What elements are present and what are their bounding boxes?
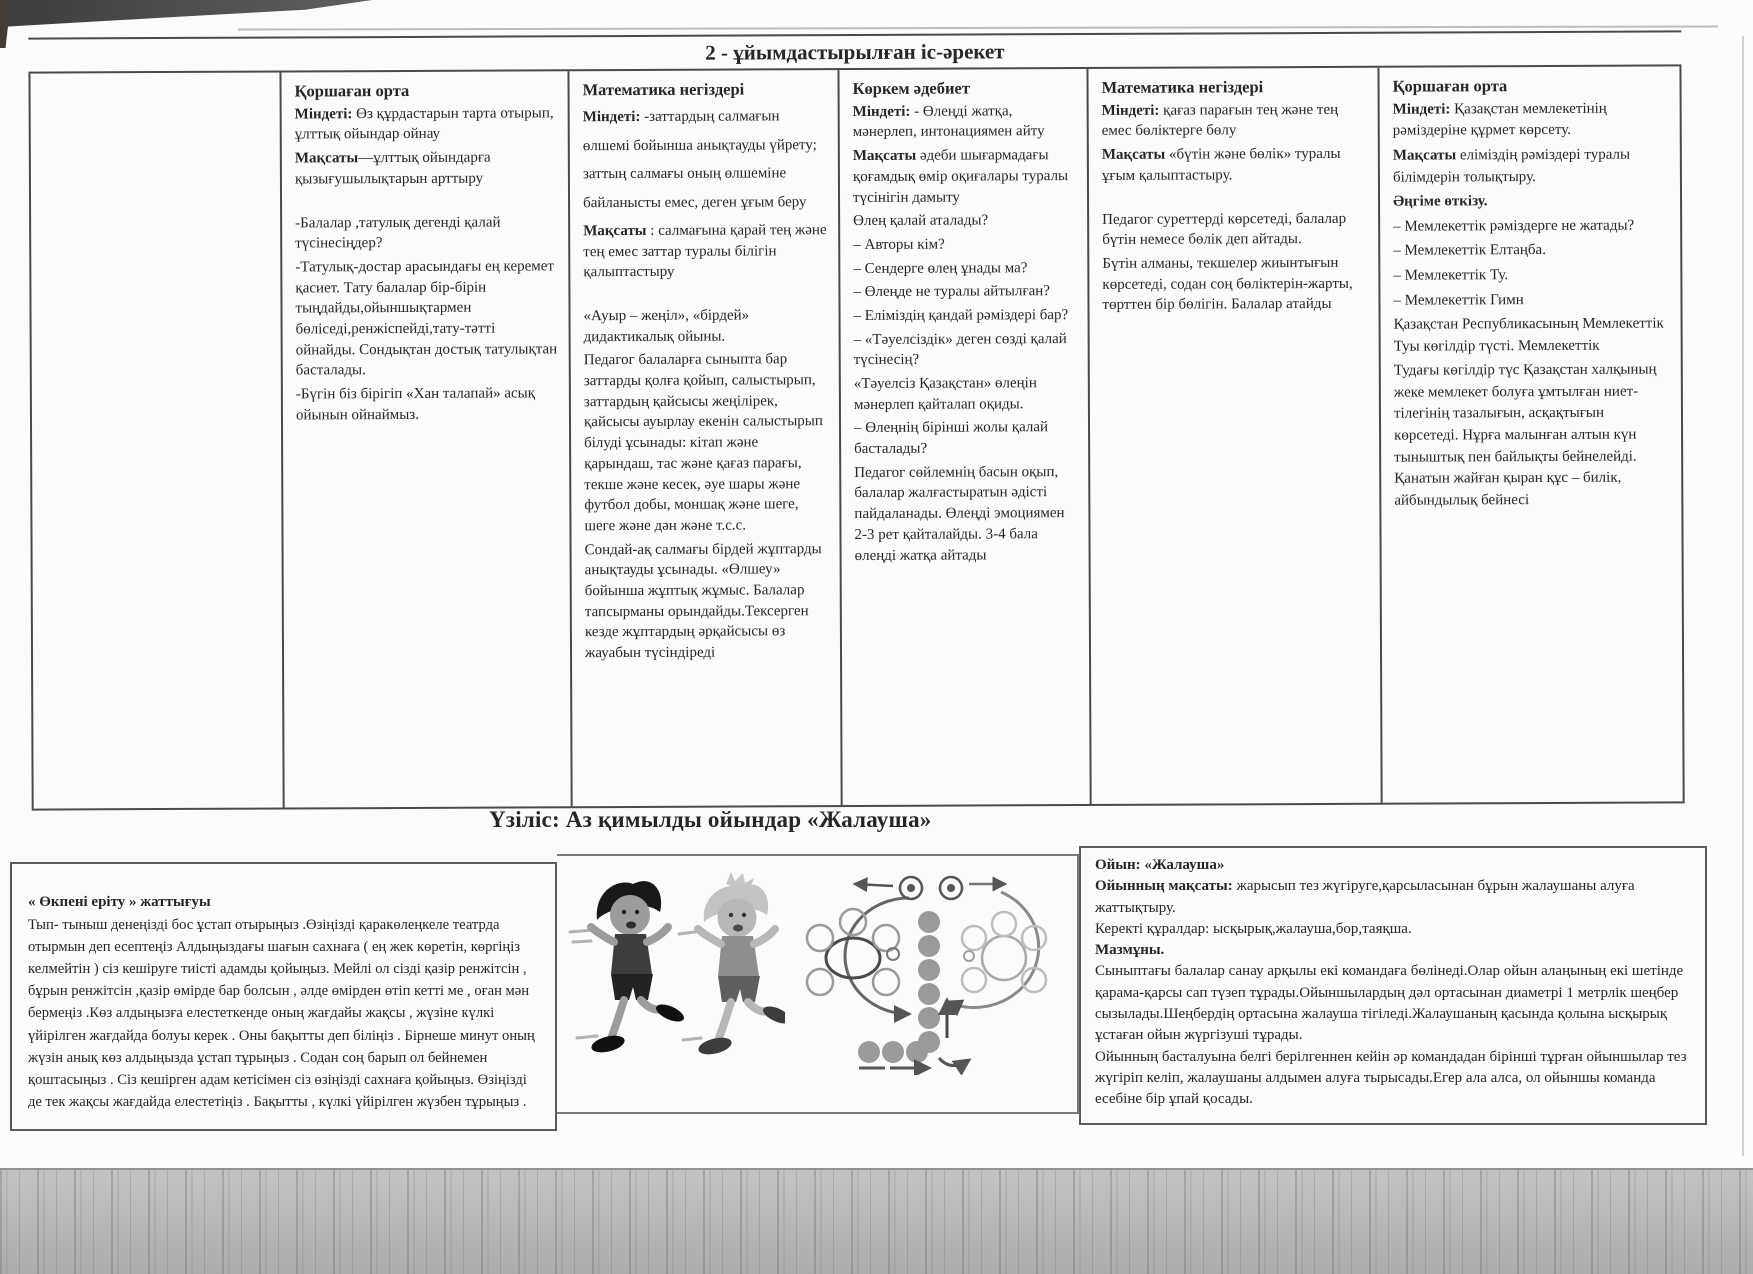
column-math-1: [569, 70, 842, 806]
paragraph: Мақсаты еліміздің рәміздері туралы білімдерін толықтыру.: [1392, 146, 1631, 186]
activity-table: [28, 30, 1684, 810]
relaxation-exercise-block: [10, 862, 557, 1131]
empty-cell: [28, 73, 284, 809]
paragraph: Әңгіме өткізу.: [1393, 193, 1488, 210]
column-math-2: [1088, 68, 1382, 804]
paragraph: – Мемлекеттік Ту.: [1393, 267, 1509, 284]
game-scheme-diagram: [789, 870, 1061, 1075]
column-header: Қоршаған орта: [1392, 76, 1508, 96]
paragraph: -Татулық-достар арасындағы ең керемет қасиет. Тату балалар бір-бірін тыңдайды,ойыншықтармен бөліседі,ренжіспейді,тату-тәтті ойнайды. Сондықтан достық татулықтан басталады.: [295, 258, 558, 379]
paragraph: – Өлеңнің бірінші жолы қалай басталады?: [853, 419, 1049, 458]
paragraph: Мақсаты : салмағына қарай тең және тең емес заттар туралы білігін қалыптастыру: [583, 222, 827, 281]
paragraph: Педагог сөйлемнің басын оқып, балалар жалғастыратын әдісті пайдаланады. Өлеңді эмоциямен 2-3 рет қайталайды. 3-4 бала өлеңді жатқа айтады: [854, 463, 1065, 564]
paragraph: Міндеті: Өз құрдастарын тарта отырып, ұлттық ойындар ойнау: [294, 105, 554, 143]
paragraph: – Еліміздің қандай рәміздері бар?: [853, 307, 1069, 324]
paragraph: Тып- тыныш денеңізді бос ұстап отырыңыз .Өзіңізді қаракөлеңкеле театрда отырмын деп есептеңіз Алдыңыздағы шағын сахнаға ( ең жек көретін, көргіңіз келмейтін ) сіз кешіруге тиісті адамды қойыңыз. Мейлі ол сізді қазір ренжітсін , бұрын ренжітсін ,қазір өмірде бар болсын , әлде өмірден өтіп кетті ме , оған мән бермеңіз .Көз алдыңызға елестеткенде оның жағдайы жақсы , жүзіне күлкі үйірілген жағдайда болуы керек . Оны бақытты деп біліңіз . Бірнеше минут оның жүзін анық көз алдыңызда ұстап тұрыңыз . Содан соң барып ол бейнемен қоштасыңыз . Сіз кешірген адам кетісімен сіз өзіңізді сахнаға қойыңыз. Өзіңізді де тек жақсы жағдайда елестетіңіз . Бақытты , күлкі үйірілген жүзбен тұрыңыз .: [28, 916, 535, 1111]
paragraph: -Бүгін біз бірігіп «Хан талапай» асық ойынын ойнаймыз.: [295, 385, 536, 424]
paragraph: – Авторы кім?: [853, 236, 945, 253]
paragraph: Педагог суреттерді көрсетеді, балалар бүтін немесе бөлік деп айтады.: [1102, 210, 1347, 249]
paragraph: Өлең қалай аталады?: [853, 212, 989, 230]
column-environment-1: [281, 71, 572, 807]
column-header: Қоршаған орта: [294, 80, 410, 101]
girl-figure: [697, 872, 785, 1057]
paragraph: Міндеті: -заттардың салмағын өлшемі бойынша анықтауды үйрету; заттың салмағы оның өлшеміне байланысты емес, деген ұғым беру: [582, 108, 817, 212]
paragraph: [583, 285, 828, 303]
column-environment-2: [1379, 66, 1684, 802]
paragraph: [1102, 188, 1368, 206]
paragraph: – Мемлекеттік Гимн: [1393, 291, 1524, 309]
paragraph: -Балалар ,татулық дегенді қалай түсінесіңдер?: [295, 214, 501, 252]
paragraph: Бүтін алманы, текшелер жиынтығын көрсетеді, содан соң бөліктерін-жарты, төрттен бір бөлігін. Балалар атайды: [1102, 254, 1353, 314]
bottom-row: [10, 846, 1709, 1131]
paragraph: Ойын: «Жалауша»: [1095, 857, 1225, 873]
section-title: 2 - ұйымдастырылған іс-әрекет: [28, 30, 1681, 73]
paragraph: – Сендерге өлең ұнады ма?: [853, 259, 1028, 277]
flag-game-description-block: [1079, 846, 1707, 1125]
column-header: Көркем әдебиет: [852, 78, 970, 99]
paragraph: Ойынның мақсаты: жарысып тез жүгіруге,қарсыласынан бұрын жалаушаны алуға жаттықтыру.: [1095, 878, 1635, 916]
paragraph: Міндеті: Қазақстан мемлекетінің рәміздеріне құрмет көрсету.: [1392, 100, 1607, 140]
paragraph: « Өкпені еріту » жаттығуы: [28, 894, 211, 910]
break-label: Үзіліс: Аз қимылды ойындар «Жалауша»: [489, 807, 932, 832]
column-body: [295, 103, 559, 426]
scanner-noise-strip: [0, 1168, 1753, 1274]
paragraph: Керекті құралдар: ысқырық,жалауша,бор,таяқша.: [1095, 920, 1412, 937]
illustrations-cell: [557, 854, 1079, 1114]
paragraph: Міндеті: қағаз парағын тең және тең емес бөліктерге бөлу: [1101, 101, 1339, 140]
paragraph: Сондай-ақ салмағы бірдей жұптарды анықтауды ұсынады. «Өлшеу» бойынша жұптық жұмыс. Балалар тапсырманы орындайды.Тексерген кезде жұптардың әрқайсысы өз жауабын түсіндіреді: [584, 540, 822, 662]
paragraph: Қазақстан Республикасының Мемлекеттік Туы көгілдір түсті. Мемлекеттік: [1393, 315, 1664, 355]
paragraph: – Өлеңде не туралы айтылған?: [853, 283, 1050, 301]
paragraph: «Тәуелсіз Қазақстан» өлеңін мәнерлеп қайталап оқиды.: [853, 375, 1037, 413]
column-body: [583, 102, 830, 664]
paragraph: Педагог балаларға сыныпта бар заттарды қолға қойып, салыстырып, заттардың қайсысы жеңілірек, қайсысы ауырлау екенін салыстырып білуді ұсынады: кітап және қарындаш, тас және қағаз парағы, текше және кесек, әуе шары және футбол добы, моншақ және шеге, шеге және дән және т.с.с.: [583, 351, 823, 535]
paragraph: Мазмұны.: [1095, 942, 1165, 959]
paragraph: Тудағы көгілдір түс Қазақстан халқының жеке мемлекет болуға ұмтылған ниет-тілегінің тазалығын, асқақтығын көрсетеді. Нұрға малынған алтын күн тыныштық пен байлықты бейнелейді. Қанатын жайған қыран құс – билік, айбындылық бейнесі: [1393, 361, 1657, 509]
paragraph: Ойынның басталуына белгі берілгеннен кейін әр командадан бірінші тұрған ойыншылар тез жүгіріп келіп, жалаушаны алдымен алуға тырысады.Егер ала алса, ол ойыншы команда есебіне бір ұпай қосады.: [1095, 1048, 1687, 1108]
boy-figure: [590, 881, 687, 1055]
paragraph: – «Тәуелсіздік» деген сөзді қалай түсінесің?: [853, 330, 1067, 369]
column-body: [1393, 98, 1672, 512]
column-body: [853, 101, 1079, 566]
column-header: Математика негіздері: [582, 79, 745, 100]
column-body: [1102, 100, 1369, 316]
scan-edge-right: [1742, 36, 1744, 1156]
paragraph: Мақсаты—ұлттық ойындарға қызығушылықтарын арттыру: [294, 149, 491, 188]
paragraph: «Ауыр – жеңіл», «бірдей» дидактикалық ойыны.: [583, 307, 750, 345]
children-running-illustration: [567, 870, 785, 1085]
column-literature: [839, 69, 1091, 805]
table-row: [28, 66, 1684, 810]
column-header: Математика негіздері: [1101, 77, 1264, 97]
paragraph: Мақсаты «бүтін және бөлік» туралы ұғым қалыптастыру.: [1101, 146, 1341, 184]
paragraph: Мақсаты әдеби шығармадағы қоғамдық өмір оқиғалары туралы түсінігін дамыту: [852, 147, 1069, 206]
paragraph: Міндеті: - Өлеңді жатқа, мәнерлеп, интонациямен айту: [852, 103, 1045, 141]
paragraph: – Мемлекеттік Елтаңба.: [1393, 242, 1546, 259]
paragraph: – Мемлекеттік рәміздерге не жатады?: [1393, 217, 1635, 235]
paragraph: [295, 192, 558, 210]
paragraph: Сыныптағы балалар санау арқылы екі командаға бөлінеді.Олар ойын алаңының екі шетінде қарама-қарсы сап түзеп тұрады.Ойыншылардың дәл ортасынан диаметрі 1 метрлік шеңбер сызылады.Шеңбердің ортасына жалауша тігіледі.Жалаушаның қасында қолына ысқырық ұстаған ойын жүргізуші тұрады.: [1095, 963, 1684, 1044]
